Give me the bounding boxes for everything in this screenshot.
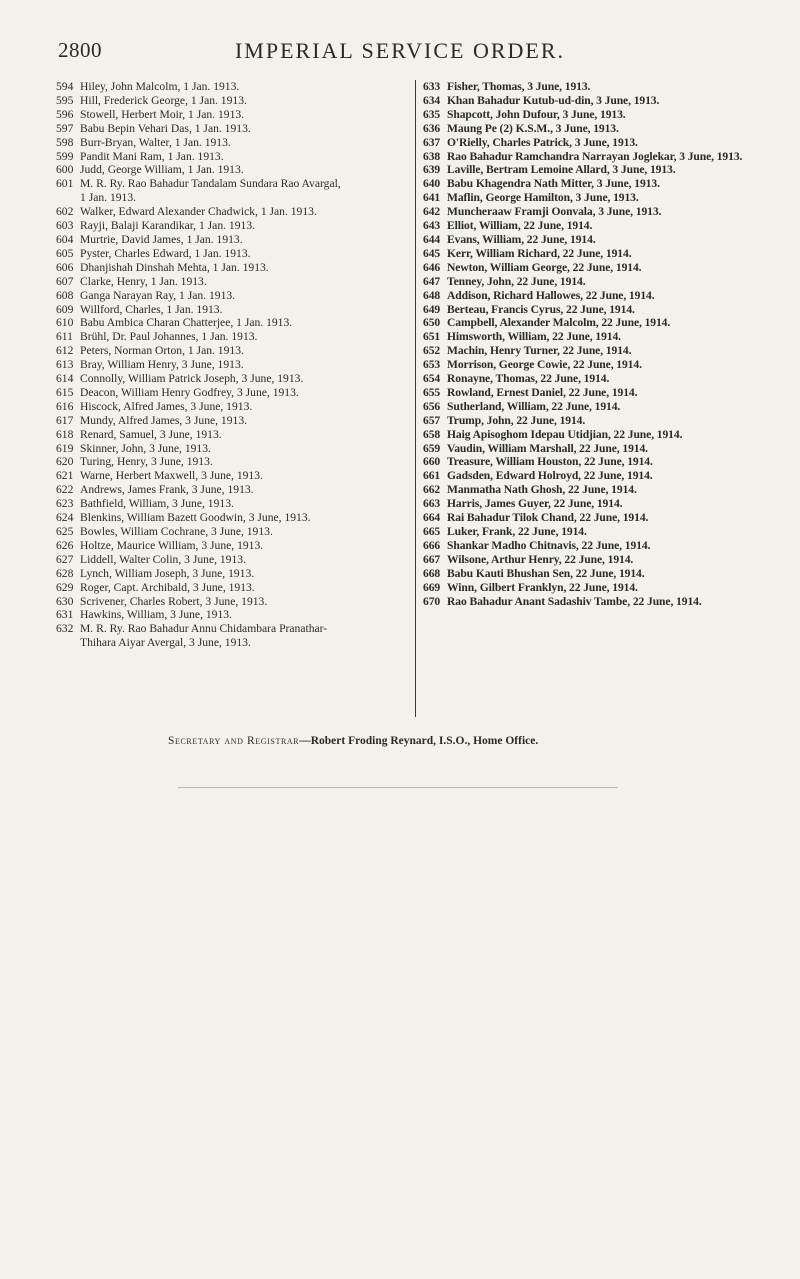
entry-text: Warne, Herbert Maxwell, 3 June, 1913. — [80, 469, 263, 483]
list-item — [56, 344, 408, 358]
entry-text: Walker, Edward Alexander Chadwick, 1 Jan. 1913. — [80, 205, 317, 219]
entry-number: 628 — [56, 566, 74, 580]
entry-text: Roger, Capt. Archibald, 3 June, 1913. — [80, 580, 255, 594]
list-item — [423, 108, 783, 122]
entry-text: Elliot, William, 22 June, 1914. — [447, 219, 593, 233]
entry-number: 620 — [56, 455, 74, 469]
entry-text: Clarke, Henry, 1 Jan. 1913. — [80, 274, 207, 288]
list-item — [423, 497, 783, 511]
entry-number: 670 — [423, 594, 441, 608]
entry-text: Morrison, George Cowie, 22 June, 1914. — [447, 358, 642, 372]
entry-number: 617 — [56, 413, 74, 427]
entry-number: 647 — [423, 274, 441, 288]
list-item — [423, 511, 783, 525]
entry-text: Lynch, William Joseph, 3 June, 1913. — [80, 566, 255, 580]
entry-text: Himsworth, William, 22 June, 1914. — [447, 330, 621, 344]
entry-text: Maflin, George Hamilton, 3 June, 1913. — [447, 191, 639, 205]
entry-text: Holtze, Maurice William, 3 June, 1913. — [80, 538, 264, 552]
entry-text: Willford, Charles, 1 Jan. 1913. — [80, 302, 223, 316]
list-item — [423, 595, 783, 609]
entry-number: 657 — [423, 413, 441, 427]
entry-number: 618 — [56, 427, 74, 441]
entry-number: 621 — [56, 469, 74, 483]
list-item — [423, 539, 783, 553]
entry-number: 626 — [56, 538, 74, 552]
entry-text: Hiscock, Alfred James, 3 June, 1913. — [80, 399, 253, 413]
list-item — [56, 567, 408, 581]
entry-text: Blenkins, William Bazett Goodwin, 3 June, 1913. — [80, 511, 311, 525]
entry-text: Luker, Frank, 22 June, 1914. — [447, 525, 587, 538]
entry-text: Rayji, Balaji Karandikar, 1 Jan. 1913. — [80, 219, 256, 233]
list-item — [56, 150, 408, 164]
entry-text: Evans, William, 22 June, 1914. — [447, 232, 596, 246]
right-column — [423, 80, 783, 608]
entry-text: Campbell, Alexander Malcolm, 22 June, 1914. — [447, 316, 671, 330]
entry-number: 664 — [423, 511, 441, 525]
entry-number: 596 — [56, 107, 74, 121]
entry-number: 613 — [56, 358, 74, 372]
list-item — [56, 386, 408, 400]
list-item — [56, 400, 408, 414]
list-item — [56, 122, 408, 136]
entry-text: Babu Ambica Charan Chatterjee, 1 Jan. 1913. — [80, 316, 293, 330]
entry-number: 637 — [423, 135, 441, 149]
list-item — [423, 136, 783, 150]
entry-number: 649 — [423, 302, 441, 316]
entry-number: 624 — [56, 511, 74, 525]
list-item — [56, 414, 408, 428]
entry-text: Khan Bahadur Kutub-ud-din, 3 June, 1913. — [447, 93, 660, 107]
list-item — [56, 469, 408, 483]
entry-number: 666 — [423, 538, 441, 552]
entry-number: 662 — [423, 483, 441, 497]
list-item — [423, 247, 783, 261]
list-item — [423, 344, 783, 358]
entry-number: 652 — [423, 344, 441, 358]
entry-text: Babu Khagendra Nath Mitter, 3 June, 1913. — [447, 177, 660, 191]
entry-text: Vaudin, William Marshall, 22 June, 1914. — [447, 441, 648, 455]
list-item — [423, 358, 783, 372]
entry-text: Deacon, William Henry Godfrey, 3 June, 1913. — [80, 385, 299, 399]
entry-number: 633 — [423, 80, 441, 93]
entry-number: 669 — [423, 580, 441, 594]
entry-number: 607 — [56, 274, 74, 288]
entry-text: Babu Kauti Bhushan Sen, 22 June, 1914. — [447, 566, 645, 580]
list-item — [423, 581, 783, 595]
entry-number: 622 — [56, 483, 74, 497]
entry-number: 627 — [56, 552, 74, 566]
entry-text: Gadsden, Edward Holroyd, 22 June, 1914. — [447, 469, 653, 483]
entry-text: Scrivener, Charles Robert, 3 June, 1913. — [80, 594, 268, 608]
entry-number: 654 — [423, 372, 441, 386]
entry-text: Stowell, Herbert Moir, 1 Jan. 1913. — [80, 107, 245, 121]
entry-number: 610 — [56, 316, 74, 330]
secretary-title: Secretary and Registrar — [168, 735, 300, 747]
entry-number: 667 — [423, 552, 441, 566]
entry-text: Harris, James Guyer, 22 June, 1914. — [447, 497, 623, 511]
entry-text: Dhanjishah Dinshah Mehta, 1 Jan. 1913. — [80, 260, 269, 274]
list-item — [56, 316, 408, 330]
list-item — [56, 289, 408, 303]
page-title: IMPERIAL SERVICE ORDER. — [234, 38, 566, 63]
list-item — [56, 136, 408, 150]
entry-number: 631 — [56, 608, 74, 622]
entry-text: Trump, John, 22 June, 1914. — [447, 413, 586, 427]
list-item — [423, 442, 783, 456]
list-item — [423, 150, 783, 164]
entry-text: Shankar Madho Chitnavis, 22 June, 1914. — [447, 538, 651, 552]
entry-number: 644 — [423, 232, 441, 246]
entry-number: 612 — [56, 344, 74, 358]
entry-number: 602 — [56, 205, 74, 219]
entry-number: 646 — [423, 260, 441, 274]
entry-number: 606 — [56, 260, 74, 274]
entry-number: 594 — [56, 80, 74, 93]
signature-line — [168, 735, 538, 747]
entry-number: 608 — [56, 288, 74, 302]
list-item — [56, 303, 408, 317]
column-divider — [415, 80, 416, 717]
list-item — [56, 80, 408, 94]
entry-text: Renard, Samuel, 3 June, 1913. — [80, 427, 222, 441]
entry-continuation: 1 Jan. 1913. — [80, 191, 137, 205]
entry-text: Rao Bahadur Anant Sadashiv Tambe, 22 June, 1914. — [447, 594, 702, 608]
list-item — [56, 608, 408, 622]
entry-number: 609 — [56, 302, 74, 316]
entry-number: 632 — [56, 622, 74, 636]
entry-text: Ronayne, Thomas, 22 June, 1914. — [447, 372, 610, 386]
entry-number: 616 — [56, 399, 74, 413]
list-item — [56, 233, 408, 247]
entry-text: Haig Apisoghom Idepau Utidjian, 22 June, 1914. — [447, 427, 683, 441]
entry-text: Machin, Henry Turner, 22 June, 1914. — [447, 344, 632, 358]
list-item — [423, 303, 783, 317]
list-item — [423, 94, 783, 108]
entry-number: 661 — [423, 469, 441, 483]
list-item — [56, 442, 408, 456]
entry-text: Hawkins, William, 3 June, 1913. — [80, 608, 232, 622]
entry-text: Kerr, William Richard, 22 June, 1914. — [447, 246, 632, 260]
list-item — [56, 455, 408, 469]
entry-number: 638 — [423, 149, 441, 163]
entry-number: 629 — [56, 580, 74, 594]
list-item — [423, 233, 783, 247]
list-item — [56, 247, 408, 261]
entry-text: Tenney, John, 22 June, 1914. — [447, 274, 586, 288]
list-item — [56, 539, 408, 553]
list-item — [56, 553, 408, 567]
entry-text: Bray, William Henry, 3 June, 1913. — [80, 358, 244, 372]
entry-text: Judd, George William, 1 Jan. 1913. — [80, 163, 244, 177]
entry-text: Pyster, Charles Edward, 1 Jan. 1913. — [80, 246, 251, 260]
list-item — [423, 553, 783, 567]
entry-number: 663 — [423, 497, 441, 511]
entry-number: 623 — [56, 497, 74, 511]
entry-number: 598 — [56, 135, 74, 149]
entry-text: Murtrie, David James, 1 Jan. 1913. — [80, 232, 243, 246]
entry-number: 636 — [423, 121, 441, 135]
list-item — [423, 205, 783, 219]
entry-number: 642 — [423, 205, 441, 219]
entry-text: Burr-Bryan, Walter, 1 Jan. 1913. — [80, 135, 231, 149]
entry-text: Babu Bepin Vehari Das, 1 Jan. 1913. — [80, 121, 251, 135]
entry-number: 615 — [56, 385, 74, 399]
entry-number: 603 — [56, 219, 74, 233]
entry-text: Rai Bahadur Tilok Chand, 22 June, 1914. — [447, 511, 649, 525]
entry-text: Muncheraaw Framji Oonvala, 3 June, 1913. — [447, 205, 662, 219]
list-item — [423, 122, 783, 136]
entry-number: 604 — [56, 232, 74, 246]
list-item — [423, 275, 783, 289]
entry-text: M. R. Ry. Rao Bahadur Annu Chidambara Pranathar- — [80, 622, 328, 636]
list-item — [423, 261, 783, 275]
left-column — [56, 80, 408, 650]
list-item — [56, 595, 408, 609]
entry-text: Skinner, John, 3 June, 1913. — [80, 441, 211, 455]
entry-text: Berteau, Francis Cyrus, 22 June, 1914. — [447, 302, 635, 316]
page-number: 2800 — [58, 38, 102, 62]
entry-text: Treasure, William Houston, 22 June, 1914. — [447, 455, 653, 469]
list-item — [56, 581, 408, 595]
entry-number: 655 — [423, 385, 441, 399]
list-item — [423, 567, 783, 581]
entry-text: Hill, Frederick George, 1 Jan. 1913. — [80, 93, 247, 107]
list-item — [56, 205, 408, 219]
entry-number: 635 — [423, 107, 441, 121]
list-item — [423, 330, 783, 344]
list-item — [56, 622, 408, 636]
entry-text: Brühl, Dr. Paul Johannes, 1 Jan. 1913. — [80, 330, 258, 344]
entry-text: Turing, Henry, 3 June, 1913. — [80, 455, 213, 469]
entry-number: 651 — [423, 330, 441, 344]
list-item — [56, 219, 408, 233]
list-item — [423, 289, 783, 303]
entry-number: 665 — [423, 525, 441, 538]
entry-number: 599 — [56, 149, 74, 163]
entry-text: Andrews, James Frank, 3 June, 1913. — [80, 483, 254, 497]
entry-text: Connolly, William Patrick Joseph, 3 June, 1913. — [80, 372, 304, 386]
entry-text: Pandit Mani Ram, 1 Jan. 1913. — [80, 149, 224, 163]
list-item — [56, 372, 408, 386]
entry-text: Winn, Gilbert Franklyn, 22 June, 1914. — [447, 580, 638, 594]
entry-text: Laville, Bertram Lemoine Allard, 3 June, 1913. — [447, 163, 676, 177]
entry-number: 601 — [56, 177, 74, 191]
entry-number: 658 — [423, 427, 441, 441]
entry-text: Sutherland, William, 22 June, 1914. — [447, 399, 621, 413]
entry-text: O'Rielly, Charles Patrick, 3 June, 1913. — [447, 135, 638, 149]
entry-continuation: Thihara Aiyar Avergal, 3 June, 1913. — [80, 636, 251, 650]
entry-number: 639 — [423, 163, 441, 177]
list-item — [56, 275, 408, 289]
list-item — [56, 483, 408, 497]
list-item — [423, 372, 783, 386]
list-item — [423, 386, 783, 400]
entry-number: 648 — [423, 288, 441, 302]
entry-number: 619 — [56, 441, 74, 455]
entry-text: Wilsone, Arthur Henry, 22 June, 1914. — [447, 552, 634, 566]
entry-text: Liddell, Walter Colin, 3 June, 1913. — [80, 552, 246, 566]
entry-text: Mundy, Alfred James, 3 June, 1913. — [80, 413, 248, 427]
entry-number: 640 — [423, 177, 441, 191]
entry-number: 625 — [56, 525, 74, 538]
entry-text: Rao Bahadur Ramchandra Narrayan Joglekar, 3 June, 1913. — [447, 149, 743, 163]
list-item — [423, 455, 783, 469]
list-item — [56, 108, 408, 122]
entry-number: 595 — [56, 93, 74, 107]
list-item — [423, 428, 783, 442]
entry-text: Peters, Norman Orton, 1 Jan. 1913. — [80, 344, 244, 358]
entry-text: Bowles, William Cochrane, 3 June, 1913. — [80, 525, 273, 538]
entry-number: 645 — [423, 246, 441, 260]
list-item — [423, 414, 783, 428]
list-item — [56, 177, 408, 191]
list-item — [423, 177, 783, 191]
entry-number: 614 — [56, 372, 74, 386]
list-item — [56, 330, 408, 344]
list-item — [423, 316, 783, 330]
list-item — [56, 261, 408, 275]
entry-text: Bathfield, William, 3 June, 1913. — [80, 497, 234, 511]
entry-number: 643 — [423, 219, 441, 233]
list-item — [423, 400, 783, 414]
secretary-name: Robert Froding Reynard, I.S.O., Home Office. — [310, 735, 539, 747]
list-item — [56, 358, 408, 372]
entry-text: Hiley, John Malcolm, 1 Jan. 1913. — [80, 80, 240, 93]
list-item — [423, 219, 783, 233]
list-item — [56, 525, 408, 539]
entry-text: Fisher, Thomas, 3 June, 1913. — [447, 80, 591, 93]
entry-number: 653 — [423, 358, 441, 372]
list-item — [56, 94, 408, 108]
entry-number: 597 — [56, 121, 74, 135]
footer-dash: — — [299, 735, 311, 747]
entry-number: 660 — [423, 455, 441, 469]
entry-text: Newton, William George, 22 June, 1914. — [447, 260, 642, 274]
list-item — [56, 511, 408, 525]
entry-text: Shapcott, John Dufour, 3 June, 1913. — [447, 107, 626, 121]
entry-text: M. R. Ry. Rao Bahadur Tandalam Sundara Rao Avargal, — [80, 177, 341, 191]
list-item — [56, 163, 408, 177]
entry-number: 659 — [423, 441, 441, 455]
list-item — [56, 497, 408, 511]
entry-number: 605 — [56, 246, 74, 260]
entry-text: Rowland, Ernest Daniel, 22 June, 1914. — [447, 385, 638, 399]
entry-number: 634 — [423, 93, 441, 107]
entry-text: Ganga Narayan Ray, 1 Jan. 1913. — [80, 288, 236, 302]
entry-text: Addison, Richard Hallowes, 22 June, 1914. — [447, 288, 655, 302]
list-item — [56, 428, 408, 442]
entry-number: 641 — [423, 191, 441, 205]
entry-number: 650 — [423, 316, 441, 330]
list-item — [423, 191, 783, 205]
list-item — [423, 483, 783, 497]
entry-number: 630 — [56, 594, 74, 608]
entry-number: 656 — [423, 399, 441, 413]
entry-text: Manmatha Nath Ghosh, 22 June, 1914. — [447, 483, 637, 497]
entry-number: 600 — [56, 163, 74, 177]
entry-number: 668 — [423, 566, 441, 580]
list-item — [423, 163, 783, 177]
list-item — [423, 525, 783, 539]
list-item — [423, 80, 783, 94]
page-bottom-rule — [178, 787, 618, 788]
entry-text: Maung Pe (2) K.S.M., 3 June, 1913. — [447, 121, 619, 135]
entry-number: 611 — [56, 330, 73, 344]
list-item — [423, 469, 783, 483]
